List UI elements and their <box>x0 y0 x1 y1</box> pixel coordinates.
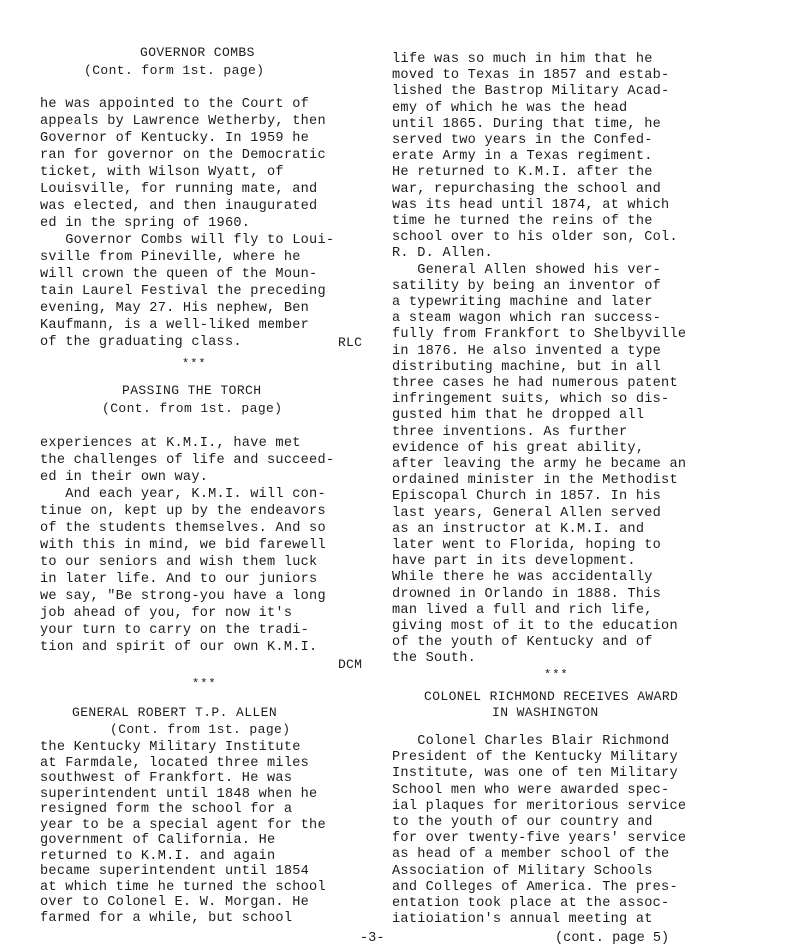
allen-continued-line: evidence of his great ability, <box>392 440 645 456</box>
allen-line: returned to K.M.I. and again <box>40 848 276 864</box>
richmond-line: for over twenty-five years' service <box>392 831 687 847</box>
allen-continued-line: distributing machine, but in all <box>392 359 662 375</box>
torch-line: tinue on, kept up by the endeavors <box>40 504 326 519</box>
allen-line: at Farmdale, located three miles <box>40 755 310 771</box>
allen-continued-line: He returned to K.M.I. after the <box>392 165 653 181</box>
allen-cont-note: (Cont. from 1st. page) <box>110 722 291 737</box>
allen-continued-line: erate Army in a Texas regiment. <box>392 149 653 165</box>
torch-line: we say, "Be strong-you have a long <box>40 589 326 604</box>
torch-line: in later life. And to our juniors <box>40 572 318 587</box>
allen-line: became superintendent until 1854 <box>40 864 310 879</box>
allen-line: farmed for a while, but school <box>40 910 293 926</box>
author-initials: DCM <box>338 657 363 672</box>
allen-continued-line: a steam wagon which ran success- <box>392 311 662 327</box>
torch-line: job ahead of you, for now it's <box>40 606 293 621</box>
richmond-heading-line2: IN WASHINGTON <box>492 705 599 720</box>
allen-continued-line: later went to Florida, hoping to <box>392 538 662 553</box>
allen-line: government of California. He <box>40 833 276 848</box>
richmond-line: Institute, was one of ten Military <box>392 766 678 782</box>
allen-line: at which time he turned the school <box>40 879 326 895</box>
section-separator: *** <box>182 357 207 371</box>
allen-continued-line: Episcopal Church in 1857. In his <box>392 489 662 505</box>
allen-continued-line: after leaving the army he became an <box>392 457 687 472</box>
allen-continued-line: until 1865. During that time, he <box>392 116 662 132</box>
torch-line: experiences at K.M.I., have met <box>40 436 301 451</box>
allen-continued-line: While there he was accidentally <box>392 570 653 586</box>
governor-cont-note: (Cont. form 1st. page) <box>84 63 265 78</box>
allen-continued-line: was its head until 1874, at which <box>392 197 670 213</box>
allen-continued-line: man lived a full and rich life, <box>392 602 653 618</box>
governor-line: ran for governor on the Democratic <box>40 148 326 163</box>
richmond-line: Colonel Charles Blair Richmond <box>392 734 670 749</box>
governor-line: Louisville, for running mate, and <box>40 182 318 197</box>
allen-continued-line: last years, General Allen served <box>392 505 662 521</box>
allen-continued-line: emy of which he was the head <box>392 100 628 116</box>
allen-continued-line: life was so much in him that he <box>392 52 653 67</box>
allen-line: resigned form the school for a <box>40 802 293 817</box>
governor-line: sville from Pineville, where he <box>40 250 301 265</box>
torch-line: your turn to carry on the tradi- <box>40 623 310 638</box>
governor-line: Governor of Kentucky. In 1959 he <box>40 131 310 146</box>
allen-continued-line: in 1876. He also invented a type <box>392 343 662 359</box>
governor-line: he was appointed to the Court of <box>40 97 310 112</box>
allen-continued-line: drowned in Orlando in 1888. This <box>392 586 662 602</box>
richmond-line: President of the Kentucky Military <box>392 750 678 766</box>
allen-continued-line: the South. <box>392 651 477 667</box>
governor-line: ed in the spring of 1960. <box>40 216 251 231</box>
torch-line: the challenges of life and succeed- <box>40 453 335 468</box>
allen-continued-line: satility by being an inventor of <box>392 278 662 294</box>
allen-continued-line: General Allen showed his ver- <box>392 262 662 278</box>
allen-heading: GENERAL ROBERT T.P. ALLEN <box>72 705 278 720</box>
governor-line: Kaufmann, is a well-liked member <box>40 318 310 333</box>
richmond-line: ial plaques for meritorious service <box>392 798 687 814</box>
governor-line: tain Laurel Festival the preceding <box>40 284 326 299</box>
torch-line: to our seniors and wish them luck <box>40 555 318 570</box>
allen-continued-line: three cases he had numerous patent <box>392 376 678 391</box>
section-separator: *** <box>544 668 569 682</box>
torch-line: with this in mind, we bid farewell <box>40 538 326 553</box>
allen-continued-line: have part in its development. <box>392 554 636 570</box>
richmond-line: to the youth of our country and <box>392 815 653 830</box>
torch-line: And each year, K.M.I. will con- <box>40 487 326 502</box>
author-initials: RLC <box>338 335 363 350</box>
richmond-line: as head of a member school of the <box>392 847 670 863</box>
governor-line: of the graduating class. <box>40 335 242 350</box>
torch-line: tion and spirit of our own K.M.I. <box>40 640 318 655</box>
allen-line: over to Colonel E. W. Morgan. He <box>40 895 310 910</box>
allen-continued-line: three inventions. As further <box>392 424 628 440</box>
governor-line: ticket, with Wilson Wyatt, of <box>40 165 284 180</box>
torch-cont-note: (Cont. from 1st. page) <box>102 401 283 416</box>
governor-line: Governor Combs will fly to Loui- <box>40 233 335 248</box>
allen-continued-line: lished the Bastrop Military Acad- <box>392 84 670 100</box>
allen-continued-line: R. D. Allen. <box>392 246 493 262</box>
torch-line: of the students themselves. And so <box>40 521 326 536</box>
allen-continued-line: ordained minister in the Methodist <box>392 473 678 489</box>
allen-continued-line: giving most of it to the education <box>392 619 678 634</box>
allen-continued-line: of the youth of Kentucky and of <box>392 635 653 651</box>
richmond-line: School men who were awarded spec- <box>392 782 670 798</box>
richmond-heading-line1: COLONEL RICHMOND RECEIVES AWARD <box>424 689 679 704</box>
richmond-line: iatioiation's annual meeting at <box>392 912 653 928</box>
torch-heading: PASSING THE TORCH <box>122 383 262 398</box>
governor-line: appeals by Lawrence Wetherby, then <box>40 114 326 129</box>
allen-line: the Kentucky Military Institute <box>40 740 301 755</box>
allen-continued-line: war, repurchasing the school and <box>392 181 662 197</box>
richmond-line: and Colleges of America. The pres- <box>392 879 678 895</box>
allen-line: year to be a special agent for the <box>40 817 326 833</box>
allen-continued-line: gusted him that he dropped all <box>392 408 645 424</box>
governor-line: was elected, and then inaugurated <box>40 199 318 214</box>
allen-continued-line: fully from Frankfort to Shelbyville <box>392 327 687 343</box>
allen-continued-line: served two years in the Confed- <box>392 133 653 148</box>
richmond-line: Association of Military Schools <box>392 863 653 879</box>
richmond-line: entation took place at the assoc- <box>392 896 670 911</box>
allen-continued-line: school over to his older son, Col. <box>392 230 678 246</box>
allen-line: southwest of Frankfort. He was <box>40 771 293 786</box>
continued-note: (cont. page 5) <box>555 931 670 946</box>
allen-continued-line: a typewriting machine and later <box>392 295 653 310</box>
allen-continued-line: infringement suits, which so dis- <box>392 392 670 408</box>
section-separator: *** <box>192 677 217 691</box>
allen-line: superintendent until 1848 when he <box>40 786 318 802</box>
allen-continued-line: time he turned the reins of the <box>392 214 653 229</box>
governor-heading: GOVERNOR COMBS <box>140 45 255 60</box>
torch-line: ed in their own way. <box>40 470 209 485</box>
governor-line: evening, May 27. His nephew, Ben <box>40 301 310 316</box>
page-number: -3- <box>360 931 385 946</box>
allen-continued-line: as an instructor at K.M.I. and <box>392 521 645 537</box>
governor-line: will crown the queen of the Moun- <box>40 267 318 282</box>
allen-continued-line: moved to Texas in 1857 and estab- <box>392 68 670 84</box>
